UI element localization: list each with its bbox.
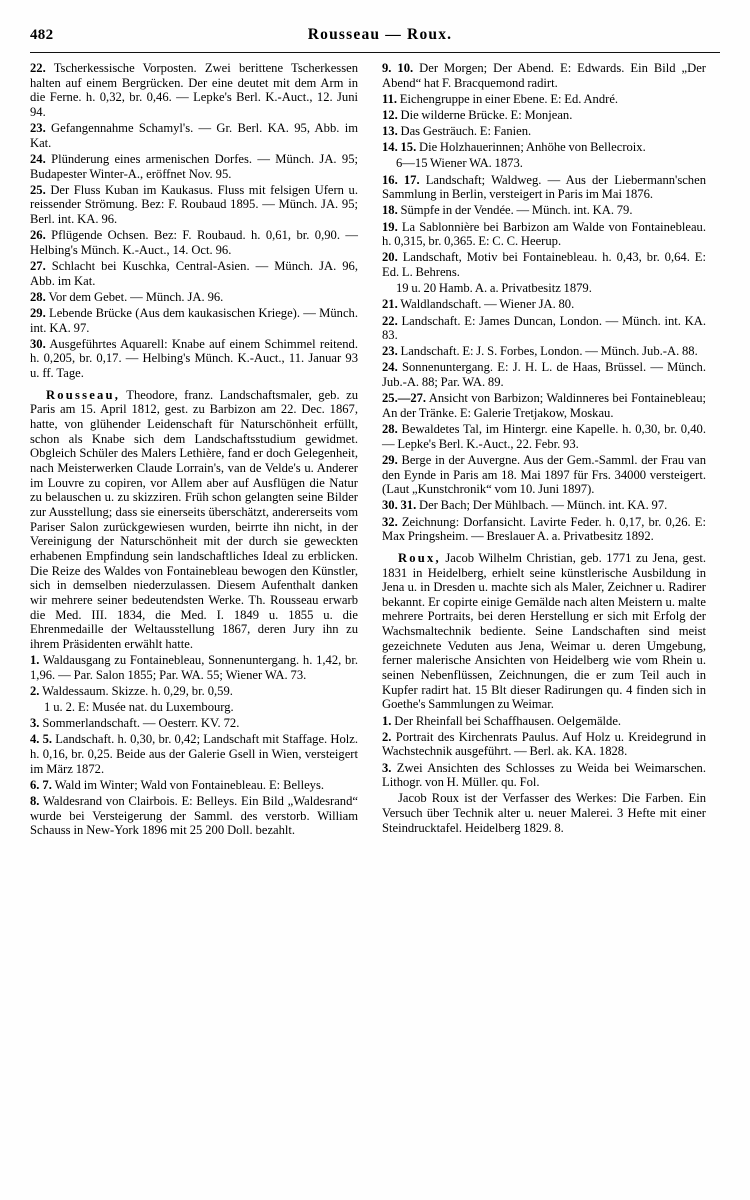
catalog-entry bbox=[30, 61, 358, 120]
catalog-entry bbox=[30, 716, 358, 731]
catalog-entry bbox=[382, 281, 706, 296]
entry-text: Portrait des Kirchenrats Paulus. Auf Holz u. Kreidegrund in Wachstechnik ausgeführt. — Berl. ak. KA. 1828. bbox=[382, 729, 706, 759]
entry-number: 21. bbox=[382, 297, 398, 312]
catalog-entry bbox=[382, 344, 706, 359]
entry-text: Wald im Winter; Wald von Fontainebleau. E: Belleys. bbox=[51, 777, 325, 792]
catalog-entry bbox=[382, 314, 706, 343]
entry-number: 1. bbox=[30, 653, 40, 668]
entry-text: Waldesrand von Clairbois. E: Belleys. Ein Bild „Waldesrand“ wurde bei Versteigerung der Samml. des verstorb. William Schauss in New-York 1896 mit 25 200 Doll. bezahlt. bbox=[30, 794, 358, 838]
catalog-entry bbox=[30, 337, 358, 381]
catalog-entry bbox=[382, 297, 706, 312]
entry-text: Sonnenuntergang. E: J. H. L. de Haas, Brüssel. — Münch. Jub.-A. 88; Par. WA. 89. bbox=[382, 360, 706, 390]
catalog-entry bbox=[30, 228, 358, 257]
catalog-entry bbox=[382, 422, 706, 451]
entry-text: Landschaft. E: James Duncan, London. — Münch. int. KA. 83. bbox=[382, 313, 706, 343]
catalog-entry bbox=[382, 156, 706, 171]
catalog-entry bbox=[382, 250, 706, 279]
entry-number: 2. bbox=[382, 729, 392, 744]
entry-text: Der Bach; Der Mühlbach. — Münch. int. KA. 97. bbox=[416, 498, 668, 513]
entry-text: Waldessaum. Skizze. h. 0,29, br. 0,59. bbox=[39, 683, 233, 698]
catalog-entry bbox=[30, 259, 358, 288]
entry-number: 12. bbox=[382, 107, 398, 122]
roux-name: Roux, bbox=[398, 550, 441, 565]
entry-text: Landschaft. h. 0,30, br. 0,42; Landschaft mit Staffage. Holz. h. 0,16, br. 0,25. Beide aus der Galerie Gsell in Wien, versteigert im März 1872. bbox=[30, 732, 358, 776]
entry-text: Vor dem Gebet. — Münch. JA. 96. bbox=[45, 289, 224, 304]
catalog-entry bbox=[382, 498, 706, 513]
catalog-entry bbox=[382, 173, 706, 202]
catalog-entry bbox=[382, 515, 706, 544]
catalog-entry bbox=[382, 140, 706, 155]
catalog-entry bbox=[382, 714, 706, 729]
entry-text: Pflügende Ochsen. Bez: F. Roubaud. h. 0,61, br. 0,90. — Helbing's Münch. K.-Auct., 14. Oct. 96. bbox=[30, 228, 358, 257]
entry-text: Zeichnung: Dorfansicht. Lavirte Feder. h. 0,17, br. 0,26. E: Max Pringsheim. — Breslauer A. a. Privatbesitz 1892. bbox=[382, 514, 706, 544]
entry-number: 29. bbox=[382, 452, 398, 467]
entry-text: Der Fluss Kuban im Kaukasus. Fluss mit felsigen Ufern u. reissender Strömung. Bez: F. Roubaud 1895. — Münch. JA. 95; Berl. int. KA. 96. bbox=[30, 182, 358, 227]
entry-number: 22. bbox=[382, 313, 398, 328]
entry-number: 13. bbox=[382, 124, 398, 139]
catalog-entry bbox=[382, 453, 706, 497]
roux-closing-note: Jacob Roux ist der Verfasser des Werkes: Die Farben. Ein Versuch über Technik alter u. neuer Malerei. 3 Hefte mit einer Steindrucktafel. Heidelberg 1829. 8. bbox=[382, 791, 706, 835]
entry-text: Schlacht bei Kuschka, Central-Asien. — Münch. JA. 96, Abb. im Kat. bbox=[30, 259, 358, 288]
entry-text: Der Rheinfall bei Schaffhausen. Oelgemälde. bbox=[391, 713, 622, 728]
entry-number: 3. bbox=[30, 716, 40, 731]
entry-text: Tscherkessische Vorposten. Zwei berittene Tscherkessen halten auf einem Bergrücken. Der eine deutet mit dem Arm in die Ferne. h. 0,32, br. 0,46. — Lepke's Berl. K.-Auct., 12. Juni 94. bbox=[30, 61, 358, 119]
entry-number: 9. 10. bbox=[382, 61, 414, 75]
entry-number: 24. bbox=[382, 360, 398, 375]
entry-number: 22. bbox=[30, 61, 46, 75]
entry-text: Lebende Brücke (Aus dem kaukasischen Kriege). — Münch. int. KA. 97. bbox=[30, 306, 358, 335]
entry-text: Landschaft; Waldweg. — Aus der Liebermann'schen Sammlung in Berlin, versteigert in Paris im Mai 1876. bbox=[382, 172, 706, 202]
entry-number: 24. bbox=[30, 151, 46, 166]
entry-text: Waldausgang zu Fontainebleau, Sonnenuntergang. h. 1,42, br. 1,96. — Par. Salon 1855; Par. WA. 55; Wiener WA. 73. bbox=[30, 653, 358, 682]
roux-biography bbox=[382, 551, 706, 712]
catalog-entry bbox=[382, 220, 706, 249]
catalog-entry bbox=[30, 290, 358, 305]
entry-text: 19 u. 20 Hamb. A. a. Privatbesitz 1879. bbox=[396, 281, 592, 296]
catalog-entry bbox=[382, 92, 706, 107]
right-works-list bbox=[382, 714, 706, 790]
entry-text: Sommerlandschaft. — Oesterr. KV. 72. bbox=[39, 716, 240, 731]
entry-number: 8. bbox=[30, 794, 40, 808]
left-works-list bbox=[30, 653, 358, 838]
entry-number: 14. 15. bbox=[382, 140, 417, 155]
entry-number: 19. bbox=[382, 219, 398, 234]
right-entry-list bbox=[382, 61, 706, 544]
page-number: 482 bbox=[30, 27, 54, 43]
entry-text: Landschaft. E: J. S. Forbes, London. — Münch. Jub.-A. 88. bbox=[397, 344, 698, 359]
entry-number: 25. bbox=[30, 182, 46, 197]
text-columns bbox=[30, 61, 720, 1181]
catalog-entry bbox=[30, 684, 358, 699]
running-title: Rousseau — Roux. bbox=[307, 26, 453, 43]
catalog-entry bbox=[30, 152, 358, 181]
entry-number: 26. bbox=[30, 228, 46, 243]
entry-number: 28. bbox=[30, 289, 46, 304]
entry-text: Ausgeführtes Aquarell: Knabe auf einem Schimmel reitend. h. 0,205, br. 0,17. — Helbing's Münch. K.-Auct., 11. Januar 93 u. ff. Tage. bbox=[30, 336, 358, 381]
entry-text: Waldlandschaft. — Wiener JA. 80. bbox=[397, 297, 575, 312]
entry-text: Gefangennahme Schamyl's. — Gr. Berl. KA. 95, Abb. im Kat. bbox=[30, 121, 358, 150]
entry-text: 6—15 Wiener WA. 1873. bbox=[396, 156, 523, 171]
entry-text: Die Holzhauerinnen; Anhöhe von Bellecroix. bbox=[416, 140, 646, 155]
catalog-entry bbox=[30, 778, 358, 793]
catalog-entry bbox=[382, 124, 706, 139]
catalog-entry bbox=[382, 360, 706, 389]
catalog-entry bbox=[30, 794, 358, 838]
catalog-entry bbox=[30, 653, 358, 682]
entry-text: La Sablonnière bei Barbizon am Walde von Fontainebleau. h. 0,315, br. 0,365. E: C. C. Heerup. bbox=[382, 219, 706, 249]
entry-number: 16. 17. bbox=[382, 172, 420, 187]
entry-text: Das Gesträuch. E: Fanien. bbox=[397, 124, 532, 139]
catalog-entry bbox=[382, 391, 706, 420]
catalog-entry bbox=[382, 61, 706, 90]
catalog-entry bbox=[30, 121, 358, 150]
entry-text: Ansicht von Barbizon; Waldinneres bei Fontainebleau; An der Tränke. E: Galerie Tretjakow, Moskau. bbox=[382, 391, 706, 420]
catalog-entry bbox=[30, 700, 358, 715]
header-rule bbox=[30, 52, 720, 53]
entry-text: Sümpfe in der Vendée. — Münch. int. KA. 79. bbox=[397, 203, 633, 218]
entry-text: Berge in der Auvergne. Aus der Gem.-Samml. der Frau van den Eynde in Paris am 18. Mai 1897 für Frs. 34000 versteigert. (Laut „Kunstchronik“ vom 10. Juni 1897). bbox=[382, 452, 706, 497]
entry-number: 30. bbox=[30, 336, 46, 351]
entry-text: Die wilderne Brücke. E: Monjean. bbox=[397, 107, 573, 122]
catalog-entry bbox=[382, 761, 706, 790]
left-entry-list bbox=[30, 61, 358, 381]
entry-number: 4. 5. bbox=[30, 732, 53, 747]
left-column bbox=[30, 61, 368, 1181]
catalog-entry bbox=[382, 108, 706, 123]
roux-bio-text: Jacob Wilhelm Christian, geb. 1771 zu Jena, gest. 1831 in Heidelberg, erhielt seine künstlerische Ausbildung in Jena u. in Dresden u. machte sich als Maler, Zeichner u. Radirer bekannt. Er copirte einige Gemälde nach alten Meistern u. malte mehrere Portraits, bei deren Herstellung er sich mit Erfolg der Wachsmaltechnik bediente. Seine Landschaften sind meist gezeichnete Veduten aus Jena, Weimar u. deren Umgebung, ferner malerische Ansichten von Heidelberg wie vom Rhein u. seinen Nebenflüssen, Zeichnungen, die er zum Teil auch in Kupfer radirt hat. 15 Blt dieser Radirungen qu. 4 finden sich in Goethe's Sammlungen zu Weimar. bbox=[382, 550, 706, 712]
entry-number: 27. bbox=[30, 259, 46, 274]
entry-text: Der Morgen; Der Abend. E: Edwards. Ein Bild „Der Abend“ hat F. Bracquemond radirt. bbox=[382, 61, 706, 90]
entry-text: Landschaft, Motiv bei Fontainebleau. h. 0,43, br. 0,64. E: Ed. L. Behrens. bbox=[382, 250, 706, 280]
catalog-entry bbox=[30, 183, 358, 227]
entry-number: 28. bbox=[382, 422, 398, 437]
entry-number: 32. bbox=[382, 514, 398, 529]
entry-number: 23. bbox=[30, 121, 46, 136]
entry-number: 1. bbox=[382, 713, 392, 728]
entry-number: 2. bbox=[30, 683, 40, 698]
rousseau-biography bbox=[30, 388, 358, 652]
entry-number: 23. bbox=[382, 344, 398, 359]
entry-number: 6. 7. bbox=[30, 777, 52, 792]
catalog-entry bbox=[382, 730, 706, 759]
entry-text: Eichengruppe in einer Ebene. E: Ed. André. bbox=[397, 91, 619, 106]
entry-number: 29. bbox=[30, 306, 46, 320]
entry-text: Plünderung eines armenischen Dorfes. — Münch. JA. 95; Budapester Winter-A., eröffnet Nov. 95. bbox=[30, 151, 358, 181]
rousseau-bio-text: Theodore, franz. Landschaftsmaler, geb. zu Paris am 15. April 1812, gest. zu Barbizon am 22. Dec. 1867, hatte, von glühender Leidenschaft für Naturschönheit erfüllt, schon als Knabe sich dem Landschaftsstudium gewidmet. Obgleich Schüler des Malers Lethière, fand er doch Gelegenheit, nach Meisterwerken Claude Lorrain's, van de Velde's u. Anderer im Louvre zu copiren, vor Allem aber auf Ausflügen die Natur zu belauschen u. zu skizziren. Früh schon gelangten seine Bilder zur Ausstellung; dass sie einerseits überschätzt, andererseits vom Pariser Salon zurückgewiesen wurden, beirrte ihn nicht, in der Vereinigung der Naturschönheit mit der durch sie geweckten erhabenen Empfindung sein landschaftliches Ideal zu erblicken. Die Reize des Waldes von Fontainebleau bewogen den Künstler, sich in demselben niederzulassen. Diesem Aufenthalt danken wir mehrere seiner bedeutendsten Werke. Th. Rousseau erwarb die Med. III. 1834, die Med. I. 1849 u. 1855 u. die Ehrenmedaille der Weltausstellung 1867, deren Jury ihn zu ihrem Präsidenten erwählt hatte. bbox=[30, 387, 358, 651]
catalog-entry bbox=[382, 203, 706, 218]
entry-text: 1 u. 2. E: Musée nat. du Luxembourg. bbox=[44, 700, 234, 715]
entry-number: 30. 31. bbox=[382, 498, 417, 513]
entry-number: 25.—27. bbox=[382, 391, 427, 406]
entry-number: 18. bbox=[382, 203, 398, 218]
right-column bbox=[368, 61, 706, 1181]
entry-text: Zwei Ansichten des Schlosses zu Weida bei Weimarschen. Lithogr. von H. Müller. qu. Fol. bbox=[382, 760, 706, 790]
entry-number: 20. bbox=[382, 250, 398, 265]
catalog-entry bbox=[30, 306, 358, 335]
rousseau-name: Rousseau, bbox=[46, 387, 121, 402]
entry-number: 3. bbox=[382, 760, 392, 775]
catalog-entry bbox=[30, 732, 358, 776]
page-header bbox=[30, 26, 720, 46]
entry-number: 11. bbox=[382, 91, 398, 106]
entry-text: Bewaldetes Tal, im Hintergr. eine Kapelle. h. 0,30, br. 0,40. — Lepke's Berl. K.-Auct., 22. Febr. 93. bbox=[382, 422, 706, 451]
